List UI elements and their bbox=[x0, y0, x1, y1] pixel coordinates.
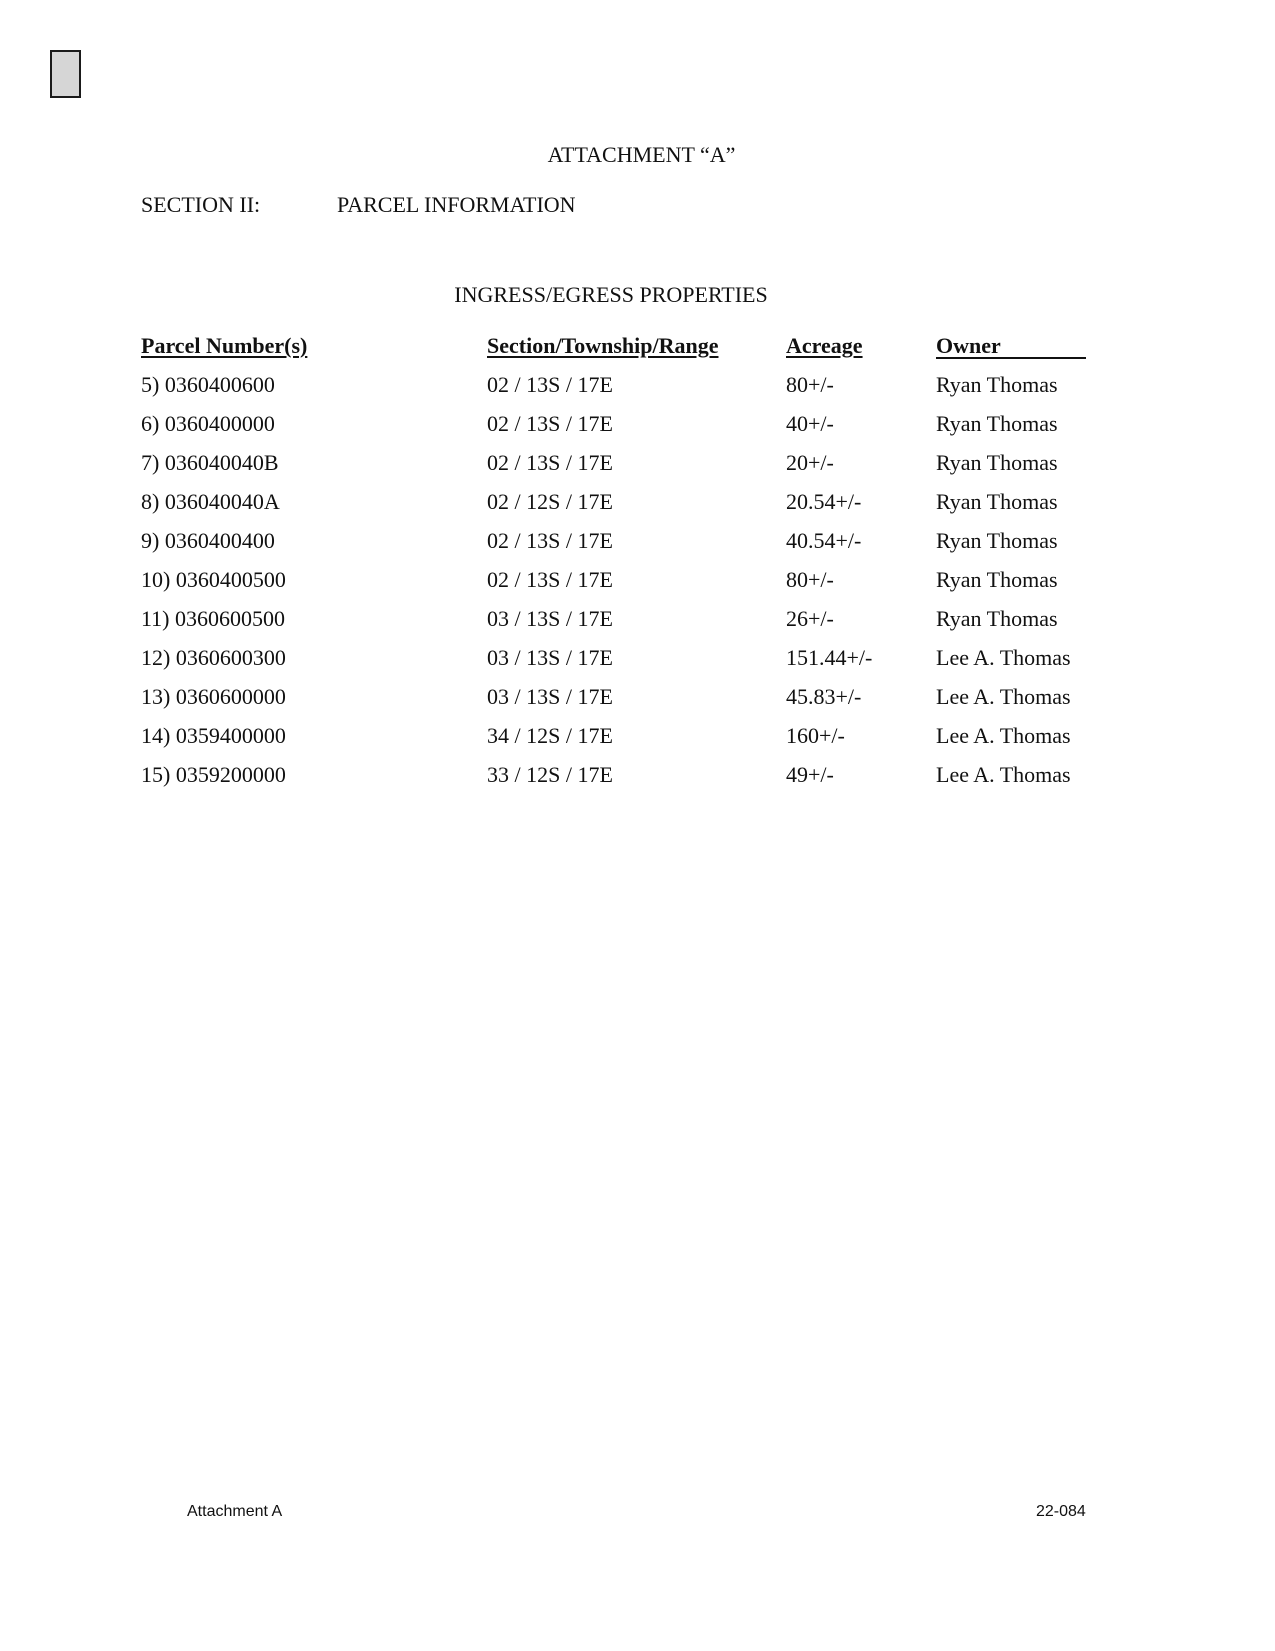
cell-parcel-number: 7) 036040040B bbox=[141, 450, 279, 475]
cell-section-township-range: 03 / 13S / 17E bbox=[487, 645, 613, 670]
footer-right-label: 22-084 bbox=[1036, 1503, 1086, 1520]
table-row bbox=[141, 684, 1101, 723]
cell-acreage: 151.44+/- bbox=[786, 645, 873, 670]
cell-parcel-number: 5) 0360400600 bbox=[141, 372, 275, 397]
cell-acreage: 49+/- bbox=[786, 762, 834, 787]
cell-section-township-range: 02 / 12S / 17E bbox=[487, 489, 613, 514]
cell-acreage: 40.54+/- bbox=[786, 528, 862, 553]
cell-section-township-range: 03 / 13S / 17E bbox=[487, 606, 613, 631]
cell-owner: Lee A. Thomas bbox=[936, 684, 1071, 709]
cell-owner: Lee A. Thomas bbox=[936, 645, 1071, 670]
table-row bbox=[141, 450, 1101, 489]
cell-owner: Ryan Thomas bbox=[936, 450, 1058, 475]
table-row bbox=[141, 762, 1101, 801]
document-marker-box bbox=[50, 50, 81, 98]
cell-parcel-number: 15) 0359200000 bbox=[141, 762, 286, 787]
cell-owner: Lee A. Thomas bbox=[936, 762, 1071, 787]
header-owner: Owner bbox=[936, 333, 1086, 359]
cell-parcel-number: 14) 0359400000 bbox=[141, 723, 286, 748]
cell-owner: Ryan Thomas bbox=[936, 528, 1058, 553]
cell-acreage: 160+/- bbox=[786, 723, 845, 748]
cell-parcel-number: 10) 0360400500 bbox=[141, 567, 286, 592]
table-subtitle: INGRESS/EGRESS PROPERTIES bbox=[454, 282, 768, 307]
table-row bbox=[141, 606, 1101, 645]
cell-section-township-range: 02 / 13S / 17E bbox=[487, 411, 613, 436]
table-row bbox=[141, 372, 1101, 411]
table-header-row bbox=[141, 333, 1101, 372]
cell-section-township-range: 34 / 12S / 17E bbox=[487, 723, 613, 748]
cell-parcel-number: 6) 0360400000 bbox=[141, 411, 275, 436]
table-row bbox=[141, 411, 1101, 450]
cell-acreage: 80+/- bbox=[786, 372, 834, 397]
cell-parcel-number: 9) 0360400400 bbox=[141, 528, 275, 553]
cell-section-township-range: 33 / 12S / 17E bbox=[487, 762, 613, 787]
table-row bbox=[141, 567, 1101, 606]
cell-section-township-range: 02 / 13S / 17E bbox=[487, 567, 613, 592]
cell-acreage: 80+/- bbox=[786, 567, 834, 592]
cell-acreage: 26+/- bbox=[786, 606, 834, 631]
document-title: ATTACHMENT “A” bbox=[547, 142, 736, 167]
cell-parcel-number: 8) 036040040A bbox=[141, 489, 280, 514]
section-value: PARCEL INFORMATION bbox=[337, 192, 576, 217]
cell-acreage: 40+/- bbox=[786, 411, 834, 436]
cell-section-township-range: 02 / 13S / 17E bbox=[487, 450, 613, 475]
section-label: SECTION II: bbox=[141, 192, 261, 217]
cell-section-township-range: 02 / 13S / 17E bbox=[487, 528, 613, 553]
cell-parcel-number: 11) 0360600500 bbox=[141, 606, 286, 631]
table-row bbox=[141, 528, 1101, 567]
header-acreage: Acreage bbox=[786, 333, 863, 358]
cell-parcel-number: 13) 0360600000 bbox=[141, 684, 286, 709]
cell-section-township-range: 02 / 13S / 17E bbox=[487, 372, 613, 397]
cell-parcel-number: 12) 0360600300 bbox=[141, 645, 286, 670]
cell-owner: Ryan Thomas bbox=[936, 567, 1058, 592]
cell-acreage: 45.83+/- bbox=[786, 684, 862, 709]
cell-section-township-range: 03 / 13S / 17E bbox=[487, 684, 613, 709]
table-body bbox=[141, 372, 1101, 801]
table-row bbox=[141, 489, 1101, 528]
footer-left-label: Attachment A bbox=[187, 1503, 283, 1520]
cell-acreage: 20+/- bbox=[786, 450, 834, 475]
header-section-township-range: Section/Township/Range bbox=[487, 333, 719, 358]
table-row bbox=[141, 645, 1101, 684]
cell-acreage: 20.54+/- bbox=[786, 489, 862, 514]
cell-owner: Ryan Thomas bbox=[936, 372, 1058, 397]
table-row bbox=[141, 723, 1101, 762]
parcel-table bbox=[141, 333, 1101, 801]
cell-owner: Ryan Thomas bbox=[936, 489, 1058, 514]
cell-owner: Ryan Thomas bbox=[936, 606, 1058, 631]
header-parcel-number: Parcel Number(s) bbox=[141, 333, 308, 358]
cell-owner: Lee A. Thomas bbox=[936, 723, 1071, 748]
cell-owner: Ryan Thomas bbox=[936, 411, 1058, 436]
